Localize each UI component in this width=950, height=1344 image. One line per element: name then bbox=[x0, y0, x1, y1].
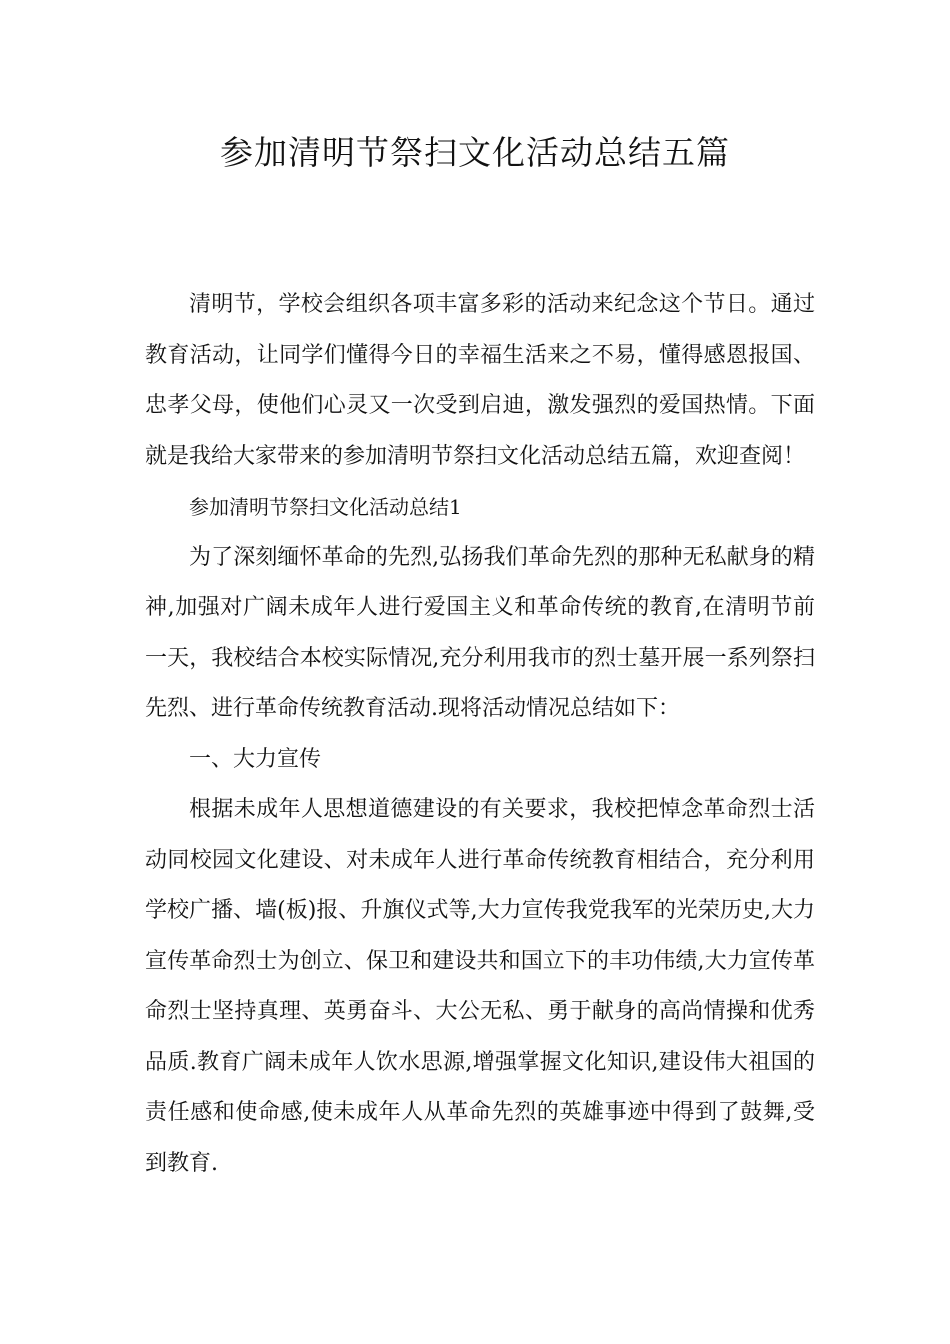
document-title: 参加清明节祭扫文化活动总结五篇 bbox=[220, 133, 730, 172]
intro-paragraph: 清明节，学校会组织各项丰富多彩的活动来纪念这个节日。通过教育活动，让同学们懂得今日的幸福生活来之不易，懂得感恩报国、忠孝父母，使他们心灵又一次受到启迪，激发强烈的爱国热情。下面就是我给大家带来的参加清明节祭扫文化活动总结五篇，欢迎查阅！ bbox=[145, 292, 815, 469]
subsection-heading: 一、大力宣传 bbox=[189, 746, 322, 772]
body-paragraph: 为了深刻缅怀革命的先烈,弘扬我们革命先烈的那种无私献身的精神,加强对广阔未成年人进行爱国主义和革命传统的教育,在清明节前一天，我校结合本校实际情况,充分利用我市的烈士墓开展一系列祭扫先烈、进行革命传统教育活动.现将活动情况总结如下： bbox=[145, 544, 815, 721]
document-body bbox=[145, 280, 815, 1189]
body-paragraph: 根据未成年人思想道德建设的有关要求，我校把悼念革命烈士活动同校园文化建设、对未成年人进行革命传统教育相结合，充分利用学校广播、墙(板)报、升旗仪式等,大力宣传我党我军的光荣历史,大力宣传革命烈士为创立、保卫和建设共和国立下的丰功伟绩,大力宣传革命烈士坚持真理、英勇奋斗、大公无私、勇于献身的高尚情操和优秀品质.教育广阔未成年人饮水思源,增强掌握文化知识,建设伟大祖国的责任感和使命感,使未成年人从革命先烈的英雄事迹中得到了鼓舞,受到教育. bbox=[145, 797, 815, 1176]
section-heading: 参加清明节祭扫文化活动总结1 bbox=[189, 495, 462, 519]
